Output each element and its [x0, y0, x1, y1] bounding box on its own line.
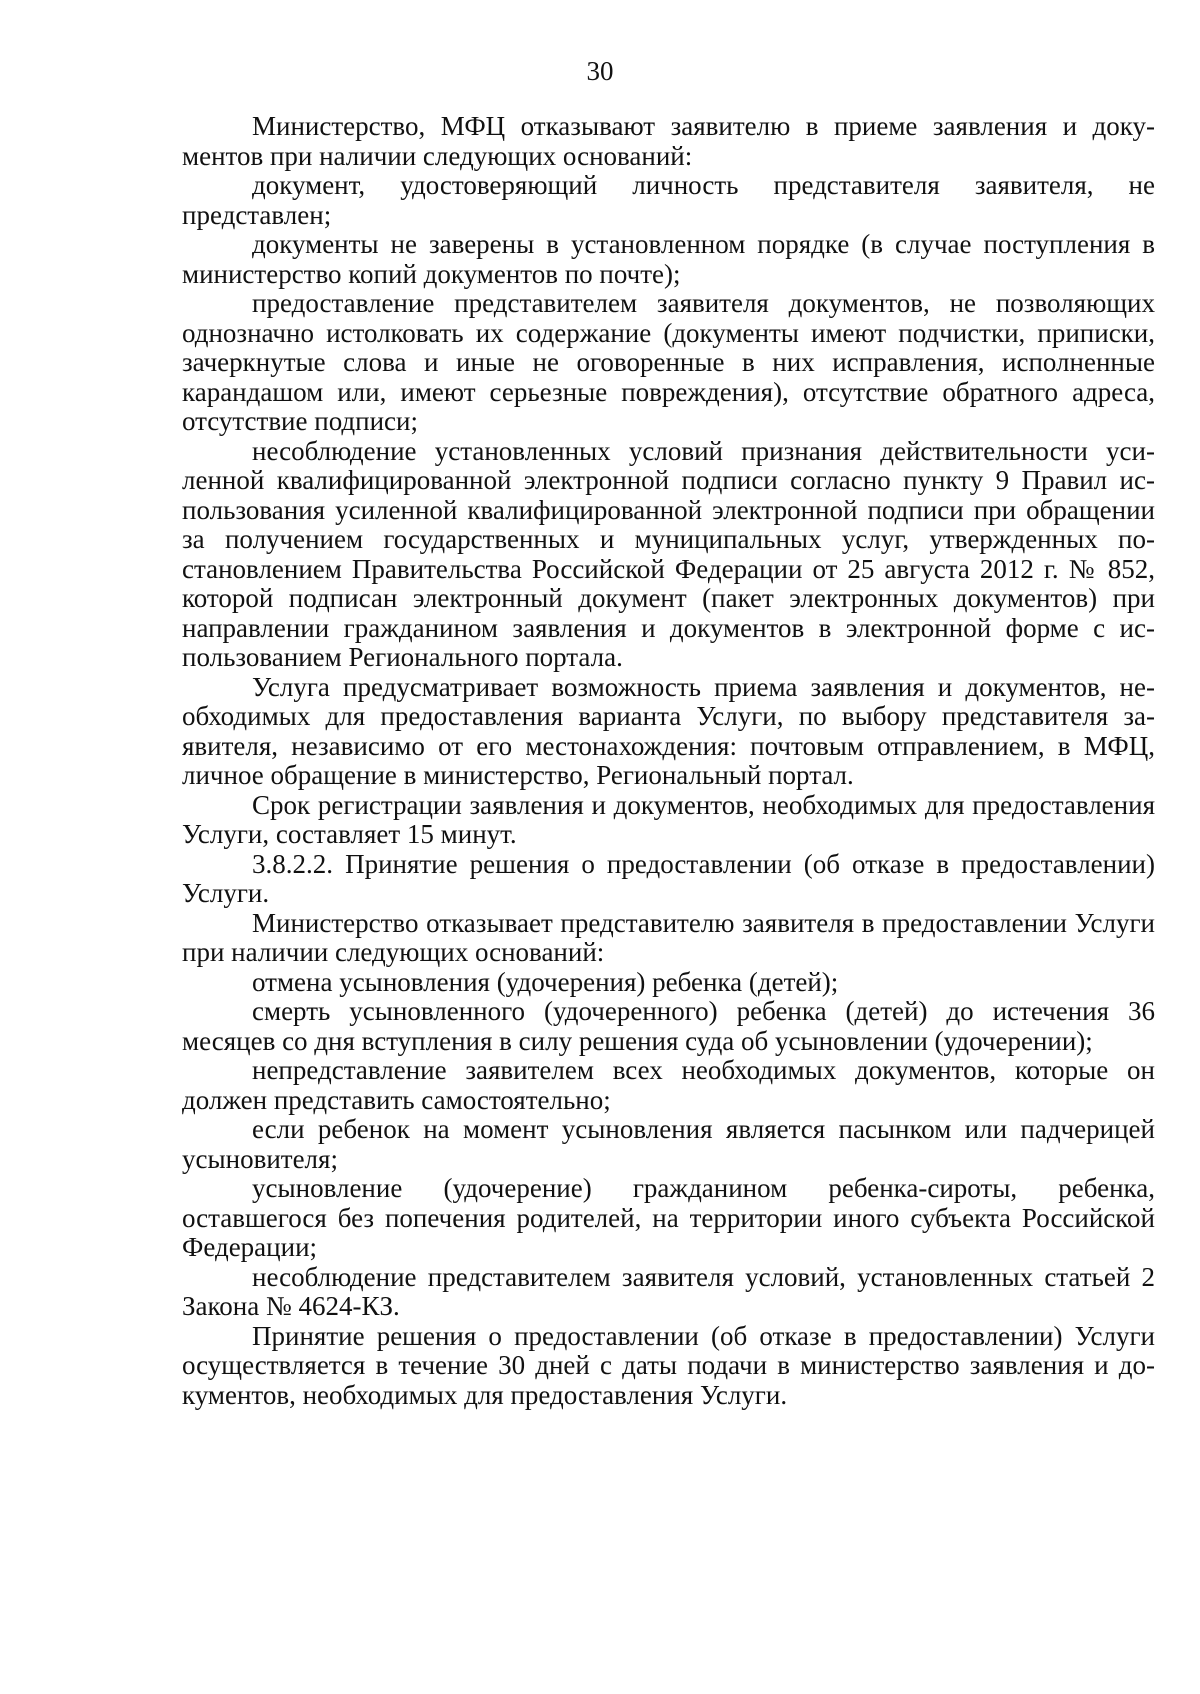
paragraph: Министерство отказывает представителю заявителя в предоставлении Услуги при наличии следующих оснований:: [182, 907, 1155, 967]
paragraph: документ, удостоверяющий личность представителя заявителя, не представлен;: [182, 170, 1155, 230]
paragraph: несоблюдение установленных условий признания действительности усиленной квалифицированной электронной подписи согласно пункту 9 Правил использования усиленной квалифицированной электронной подписи при обращении за получением государственных и муниципальных услуг, утвержденных постановлением Правительства Российской Федерации от 25 августа 2012 г. № 852, которой подписан электронный документ (пакет электронных документов) при направлении гражданином заявления и документов в электронной форме с использованием Регионального портала.: [182, 435, 1155, 672]
paragraph: смерть усыновленного (удочеренного) ребенка (детей) до истечения 36 месяцев со дня вступления в силу решения суда об усыновлении (удочерении);: [182, 996, 1155, 1056]
page-number: 30: [586, 56, 614, 86]
paragraph: Принятие решения о предоставлении (об отказе в предоставлении) Услуги осуществляется в течение 30 дней с даты подачи в министерство заявления и документов, необходимых для предоставления Услуги.: [182, 1320, 1155, 1410]
paragraph: Министерство, МФЦ отказывают заявителю в приеме заявления и документов при наличии следующих оснований:: [182, 111, 1155, 171]
paragraph: если ребенок на момент усыновления является пасынком или падчерицей усыновителя;: [182, 1114, 1155, 1174]
document-body: [182, 112, 1155, 1410]
paragraph: отмена усыновления (удочерения) ребенка (детей);: [252, 966, 839, 997]
paragraph: предоставление представителем заявителя документов, не позволяющих однозначно истолковать их содержание (документы имеют подчистки, приписки, зачеркнутые слова и иные не оговоренные в них исправления, исполненные карандашом или, имеют серьезные повреждения), отсутствие обратного адреса, отсутствие подписи;: [182, 288, 1155, 436]
paragraph: несоблюдение представителем заявителя условий, установленных статьей 2 Закона № 4624-КЗ.: [182, 1261, 1155, 1321]
paragraph: усыновление (удочерение) гражданином ребенка-сироты, ребенка, оставшегося без попечения родителей, на территории иного субъекта Российской Федерации;: [182, 1173, 1155, 1262]
paragraph: Срок регистрации заявления и документов, необходимых для предоставления Услуги, составляет 15 минут.: [182, 789, 1155, 849]
paragraph: Услуга предусматривает возможность приема заявления и документов, необходимых для предоставления варианта Услуги, по выбору представителя заявителя, независимо от его местонахождения: почтовым отправлением, в МФЦ, личное обращение в министерство, Региональный портал.: [182, 671, 1155, 790]
paragraph: непредставление заявителем всех необходимых документов, которые он должен представить самостоятельно;: [182, 1055, 1155, 1115]
paragraph: документы не заверены в установленном порядке (в случае поступления в министерство копий документов по почте);: [182, 229, 1155, 289]
paragraph: 3.8.2.2. Принятие решения о предоставлении (об отказе в предоставлении) Услуги.: [182, 848, 1155, 908]
